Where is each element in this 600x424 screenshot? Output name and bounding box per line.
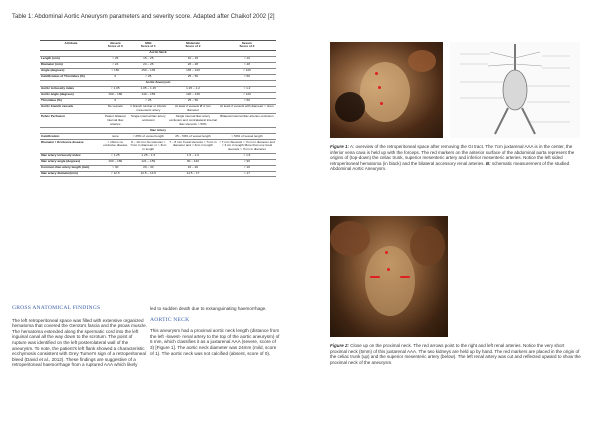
table-value-cell: 140 – 159 xyxy=(129,92,169,98)
table-value-cell: Patent bilateral internal iliac arteries xyxy=(102,114,129,128)
table-attribute-cell: Diameter (mm) xyxy=(40,62,102,68)
figure1-text: A: overview of the retroperitoneal space after removing the GI tract. The 7cm juxtarenal AAA is in the center, the inferior vena cava is held up with the forceps. The red markers on the anterior surface of the abdominal aorta represent the origins of (top-down) the celiac trunk, superior mesenteric artery and inferior mesenteric arteries. Notice the left sided retroperitoneal hematoma (in black) and the bilateral accessory renal arteries. xyxy=(330,144,575,166)
table-value-cell: > 1.2 xyxy=(218,86,276,92)
table-value-cell: > 1.6 xyxy=(218,153,276,159)
table-value-cell: none xyxy=(102,133,129,139)
table-value-cell: > 50 xyxy=(218,74,276,80)
table-value-cell: 135 – 120 xyxy=(168,68,218,74)
table-value-cell: 0 xyxy=(102,74,129,80)
table-value-cell: < 10 xyxy=(218,165,276,171)
figure1-schematic xyxy=(450,42,580,138)
aortic-neck-heading: AORTIC NECK xyxy=(150,316,190,323)
table-value-cell: 12.5 – 14.5 xyxy=(129,171,169,177)
table-value-cell: < 120 xyxy=(218,68,276,74)
table-value-cell: 160 – 180 xyxy=(102,92,129,98)
table-value-cell: 25 – 50% of vessel length xyxy=(168,133,218,139)
table-attribute-cell: Aortic branch vessels xyxy=(40,104,102,114)
figure1-b-text: schematic measurement of the studied Abdominal Aortic Aneurysm. xyxy=(330,160,570,172)
figure1-photo xyxy=(330,42,443,138)
table-value-cell: > 150 xyxy=(102,68,129,74)
gross-findings-text: The left retroperitoneal space was filled with extensive organized hematoma that covered the Gerota's fascia and the psoas muscle. The hematoma extended along the spermatic cord into the left inguinal canal all the way down to the scrotum. The point of rupture was identified on the left posterolateral wall of the aneurysm. To note, the patient's left flank showed a characteristic ecchymosis consistent with Grey Turner's sign of a retroperitoneal bleed (David et al., 2012). These findings are suggestive of a retroperitoneal haemorrhage from a ruptured AAA which likely xyxy=(12,317,147,368)
parameters-table-wrap xyxy=(40,40,276,177)
table-value-cell: 15 – 25 xyxy=(129,56,169,62)
table-attribute-cell: Aortic angle (degrees) xyxy=(40,92,102,98)
table-value-cell: < 24 xyxy=(102,62,129,68)
table-value-cell: < 25 xyxy=(129,74,169,80)
table-value-cell: < 120 xyxy=(218,92,276,98)
table-value-cell: 10 – 15 xyxy=(168,56,218,62)
table-attribute-cell: Iliac artery angle (degrees) xyxy=(40,159,102,165)
table-body xyxy=(40,50,276,177)
table-attribute-cell: Thrombus (%) xyxy=(40,98,102,104)
table-value-cell: At least 2 vessels Ø 4 mm diameter xyxy=(168,104,218,114)
table-value-cell: 24 – 26 xyxy=(129,62,169,68)
table-value-cell: 160 – 180 xyxy=(102,159,129,165)
table-value-cell: 7 – 8 mm Focal stenosis > 7mm in diameter and < 3cm in length xyxy=(168,139,218,153)
table-value-cell: < 25% of vessel length xyxy=(129,133,169,139)
table-value-cell: 1.25 – 1.5 xyxy=(129,153,169,159)
table-value-cell: 90 – 120 xyxy=(168,159,218,165)
table-row xyxy=(40,139,276,153)
table-value-cell: 120 – 139 xyxy=(168,92,218,98)
table-value-cell: > 50% of vessel length xyxy=(218,133,276,139)
figure1-caption xyxy=(330,144,582,172)
aortic-neck-column xyxy=(150,306,280,361)
table-value-cell: 1.15 – 1.2 xyxy=(168,86,218,92)
table-value-cell: 1.05 – 1.15 xyxy=(129,86,169,92)
table-header-cell: Moderate Score of 2 xyxy=(168,41,218,51)
table-value-cell: < 1.05 xyxy=(102,86,129,92)
table-attribute-cell: Aortic tortuosity index xyxy=(40,86,102,92)
table-section-title: Aortic Aneurysm xyxy=(40,80,276,86)
figure2-label: Figure 2: xyxy=(330,343,350,348)
table-header-cell: Attribute xyxy=(40,41,102,51)
table-value-cell: No vessels xyxy=(102,104,129,114)
table-row xyxy=(40,171,276,177)
table-value-cell: < 10 xyxy=(218,56,276,62)
table-value-cell: < 12.5 xyxy=(102,171,129,177)
table-value-cell: 1 branch lumbar or inferior mesenteric artery xyxy=(130,104,167,113)
table-value-cell: < 1.25 xyxy=(102,153,129,159)
table-attribute-cell: Iliac artery diameter(mm) xyxy=(40,171,102,177)
table-header-cell: Severe Score of 3 xyxy=(218,41,276,51)
table-value-cell: > 50 xyxy=(218,98,276,104)
gross-findings-column xyxy=(12,306,147,373)
table-attribute-cell: Common iliac artery length (mm) xyxy=(40,165,102,171)
table-value-cell: < 7 mm Stenosis > 7mm in diameter and > 3 cm in length More than one focal stenosis > 7mm in diameter xyxy=(219,139,275,152)
table-value-cell: Single internal iliac artery occlusion and contralateral internal iliac stenosis > 50% xyxy=(169,114,217,126)
table-value-cell: 25 – 50 xyxy=(168,74,218,80)
table-attribute-cell: Pelvic Perfusion xyxy=(40,114,102,128)
table-value-cell: > 25 xyxy=(102,56,129,62)
table-header-cell: Absent Score of 0 xyxy=(102,41,129,51)
table-value-cell: 14.5 – 17 xyxy=(168,171,218,177)
table-section-title: Iliac Artery xyxy=(40,128,276,134)
table-attribute-cell: Diameter / Occlusive disease xyxy=(40,139,102,153)
table-value-cell: 8 – 10 mm No stenosis > 7mm in diameter or > 3cm in length xyxy=(130,139,167,152)
table-value-cell: 121 – 159 xyxy=(129,159,169,165)
table-value-cell: 26 – 28 xyxy=(168,62,218,68)
table-header-row xyxy=(40,41,276,51)
table-value-cell: 1.5 – 1.6 xyxy=(168,153,218,159)
table-value-cell: > 10mm no occlusive disease xyxy=(102,139,129,153)
table-value-cell: 10 – 20 xyxy=(168,165,218,171)
table-section-title: Aortic Neck xyxy=(40,50,276,56)
table-value-cell: Single internal iliac artery occlusion xyxy=(129,114,169,128)
continued-text: led to sudden death due to exsanguinating haemorrhage. xyxy=(150,306,267,311)
table-attribute-cell: Iliac artery tortuosity index xyxy=(40,153,102,159)
figure2-caption xyxy=(330,343,582,365)
figure2-photo xyxy=(330,216,448,337)
table-value-cell: 0 xyxy=(102,98,129,104)
table-value-cell: > 17 xyxy=(218,171,276,177)
table-value-cell: 20 – 30 xyxy=(129,165,169,171)
table-attribute-cell: Calcification xyxy=(40,133,102,139)
figure2-text: Close up on the proximal neck. The red arrows point to the right and left renal arteries. Notice the very short proximal neck (5mm) of this juxtarenal AAA. The two kidneys are held up by hand. The red markers are placed in the origin of the celiac trunk (up) and the superior mesenteric artery (below). The left renal artery was cut and reflected upward to show the proximal neck of the aneurysm. xyxy=(330,343,581,365)
table-row xyxy=(40,104,276,114)
parameters-table xyxy=(40,40,276,177)
table-attribute-cell: Angle (degrees) xyxy=(40,68,102,74)
table-value-cell: 25 – 50 xyxy=(168,98,218,104)
table-value-cell: At least 2 vessels with diameter > 4mm xyxy=(218,104,276,114)
figure1-label: Figure 1: xyxy=(330,144,350,149)
figure1-b-label: B: xyxy=(485,160,491,166)
table-value-cell: 150 – 135 xyxy=(129,68,169,74)
table-value-cell: > 28 xyxy=(218,62,276,68)
table-value-cell: Bilateral internal iliac arteries occlusion xyxy=(218,114,276,128)
table-header-cell: Mild Score of 1 xyxy=(129,41,169,51)
table-value-cell: > 30 xyxy=(102,165,129,171)
table-row xyxy=(40,114,276,128)
gross-findings-heading: GROSS ANATOMICAL FINDINGS xyxy=(12,305,101,311)
table-value-cell: < 90 xyxy=(218,159,276,165)
table-attribute-cell: Calcification of Thrombus (%) xyxy=(40,74,102,80)
table-caption: Table 1: Abdominal Aortic Aneurysm parameters and severity score. Adapted after Chaikof 2002 [2] xyxy=(12,14,275,20)
aortic-neck-text: This aneurysm had a proximal aortic neck length (distance from the left -lowest- renal artery to the top of the aortic aneurysm) of 5 mm, which classifies it as a juxtarenal AAA (severe, score of 3) [Figure 1]. The aortic neck diameter was 24mm (mild, score of 1). The aortic neck was not calcified (absent, score of 0). xyxy=(150,328,280,356)
table-attribute-cell: Length (mm) xyxy=(40,56,102,62)
table-value-cell: < 25 xyxy=(129,98,169,104)
